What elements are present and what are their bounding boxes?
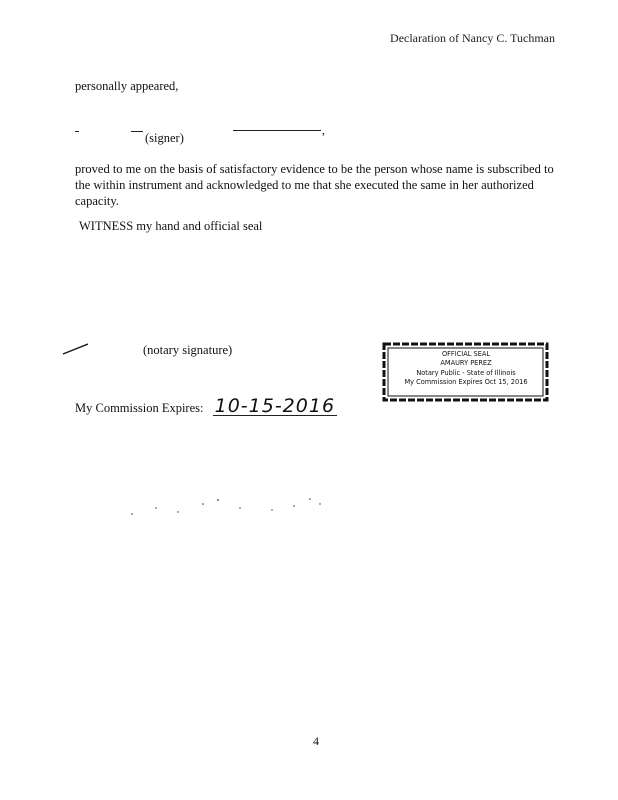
commission-date: 10-15-2016: [214, 395, 336, 417]
official-seal: [381, 341, 550, 403]
signer-label: (signer): [145, 131, 184, 145]
seal-line-3: Notary Public - State of Illinois: [416, 368, 516, 377]
personally-appeared-text: personally appeared,: [75, 79, 179, 93]
seal-line-4: My Commission Expires Oct 15, 2016: [404, 377, 528, 386]
commission-label: My Commission Expires:: [75, 401, 204, 415]
witness-text: WITNESS my hand and official seal: [79, 219, 263, 233]
signer-dash-mid: [131, 131, 143, 132]
signer-blank-line: [233, 130, 321, 131]
signer-comma: ,: [322, 123, 325, 137]
seal-line-1: OFFICIAL SEAL: [441, 350, 491, 358]
document-header: Declaration of Nancy C. Tuchman: [390, 31, 555, 45]
commission-expires: [75, 397, 337, 416]
signer-dash-left: [75, 131, 79, 132]
notary-signature-label: (notary signature): [143, 343, 233, 357]
seal-line-2: AMAURY PEREZ: [440, 359, 492, 368]
page-number: 4: [313, 734, 319, 748]
scan-noise-specks: [120, 490, 340, 520]
proved-paragraph: proved to me on the basis of satisfactory evidence to be the person whose name is subscribed to the within instrument and acknowledged to me that she executed the same in her authorized capacity.: [75, 162, 554, 208]
signer-line: [75, 123, 335, 151]
